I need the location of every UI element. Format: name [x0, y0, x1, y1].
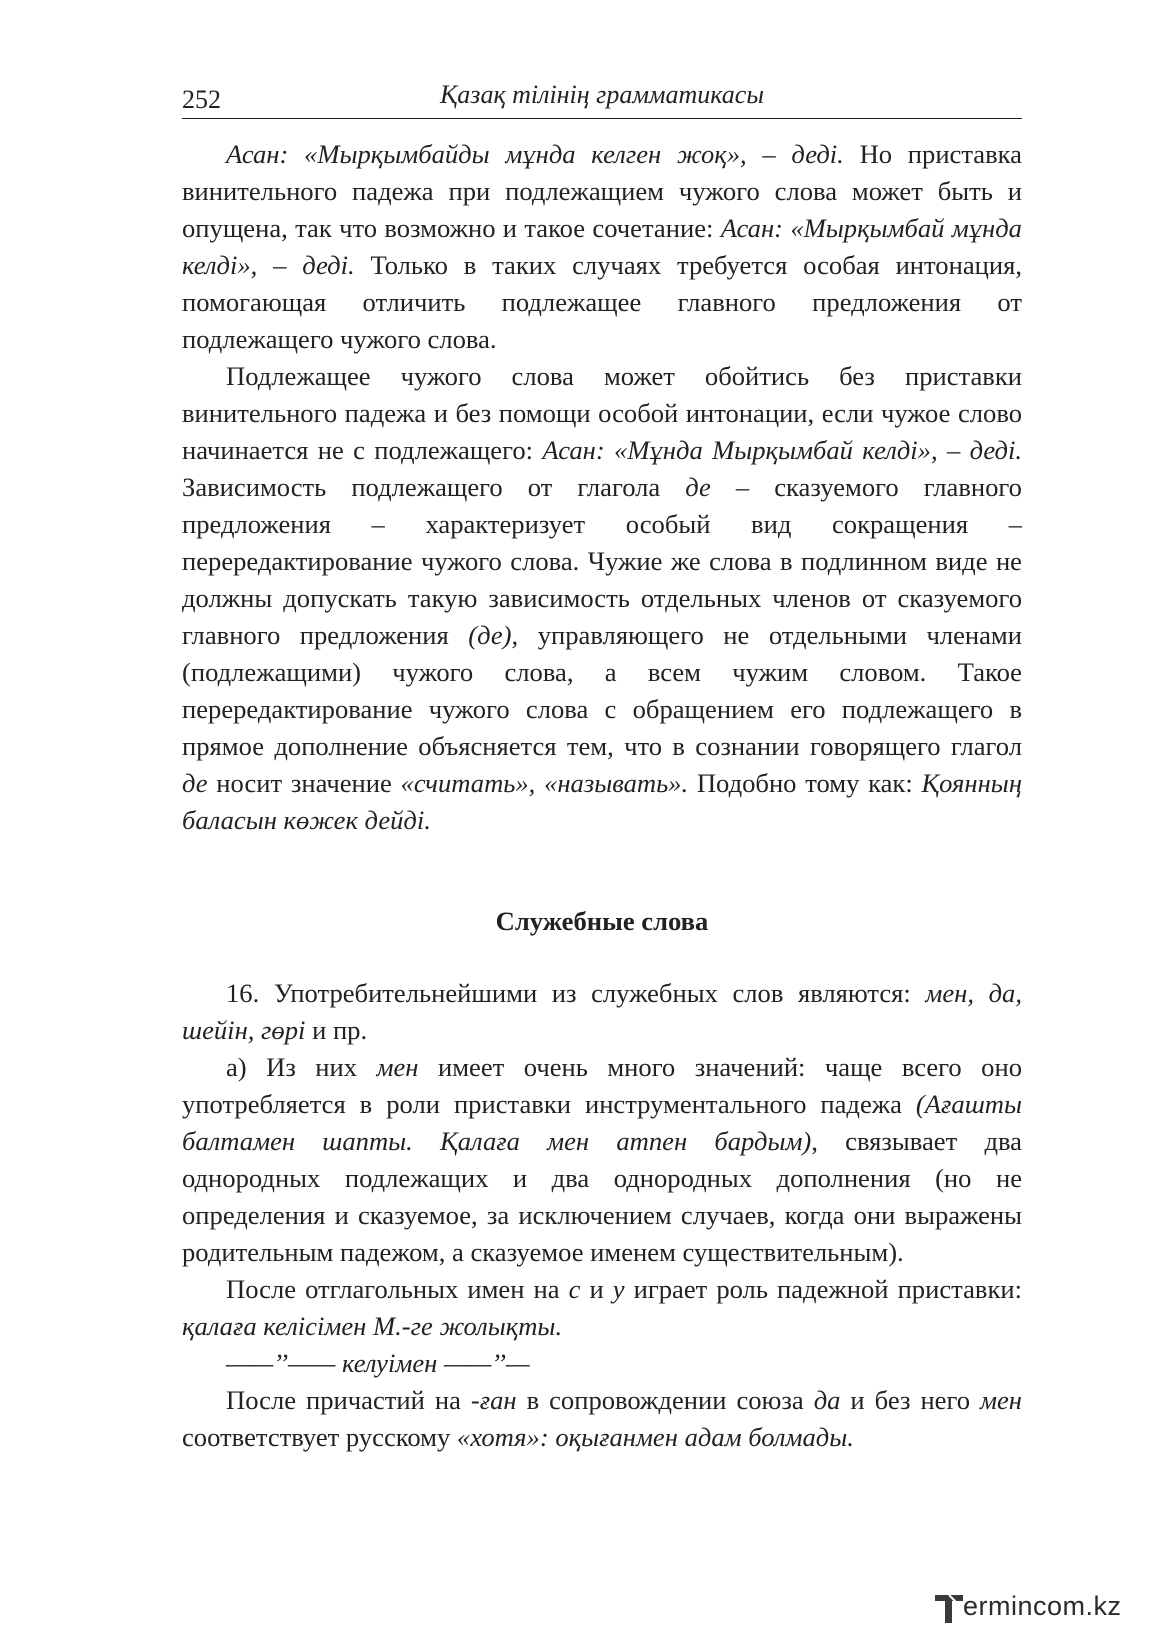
paragraph-7: После причастий на -ған в сопровождении союза да и без него мен соответствует русскому «хотя»: оқығанмен адам болмады.	[182, 1385, 1022, 1452]
paragraph-4: а) Из них мен имеет очень много значений: чаще всего оно употребляется в роли приставки инструментального падежа (Ағашты балтамен шапты. Қалаға мен атпен бардым), связывает два однородных подлежащих и два однородных дополнения (но не определения и сказуемое, за исключением случаев, когда они выражены родительным падежом, а сказуемое именем существительным).	[182, 1052, 1022, 1267]
page-body	[182, 136, 1022, 1456]
paragraph-5: После отглагольных имен на с и у играет роль падежной приставки: қалаға келісімен М.-ге жолықты.	[182, 1274, 1022, 1341]
section-title: Служебные слова	[495, 906, 709, 936]
termincom-logo	[933, 1589, 1148, 1627]
paragraph-3: 16. Употребительнейшими из служебных слов являются: мен, да, шейін, гөрі и пр.	[182, 978, 1022, 1045]
running-title: Қазақ тілінің грамматикасы	[440, 80, 764, 109]
page-header	[182, 80, 1022, 119]
logo-text: ermincom.kz	[963, 1591, 1122, 1621]
page-number: 252	[182, 85, 221, 114]
paragraph-1: Асан: «Мырқымбайды мұнда келген жоқ», – деді. Но приставка винительного падежа при подлежащием чужого слова может быть и опущена, так что возможно и такое сочетание: Асан: «Мырқымбай мұнда келді», – деді. Только в таких случаях требуется особая интонация, помогающая отличить подлежащее главного предложения от подлежащего чужого слова.	[182, 139, 1022, 354]
paragraph-2: Подлежащее чужого слова может обойтись без приставки винительного падежа и без помощи особой интонации, если чужое слово начинается не с подлежащего: Асан: «Мұнда Мырқымбай келді», – деді. Зависимость подлежащего от глагола де – сказуемого главного предложения – характеризует особый вид сокращения – перередактирование чужого слова. Чужие же слова в подлинном виде не должны допускать такую зависимость отдельных членов от сказуемого главного предложения (де), управляющего не отдельными членами (подлежащими) чужого слова, а всем чужим словом. Такое перередактирование чужого слова с обращением его подлежащего в прямое дополнение объясняется тем, что в сознании говорящего глагол де носит значение «считать», «называть». Подобно тому как: Қоянның баласын көжек дейді.	[182, 361, 1023, 835]
paragraph-6: ——’’—— келуімен ——’’—	[226, 1348, 530, 1378]
